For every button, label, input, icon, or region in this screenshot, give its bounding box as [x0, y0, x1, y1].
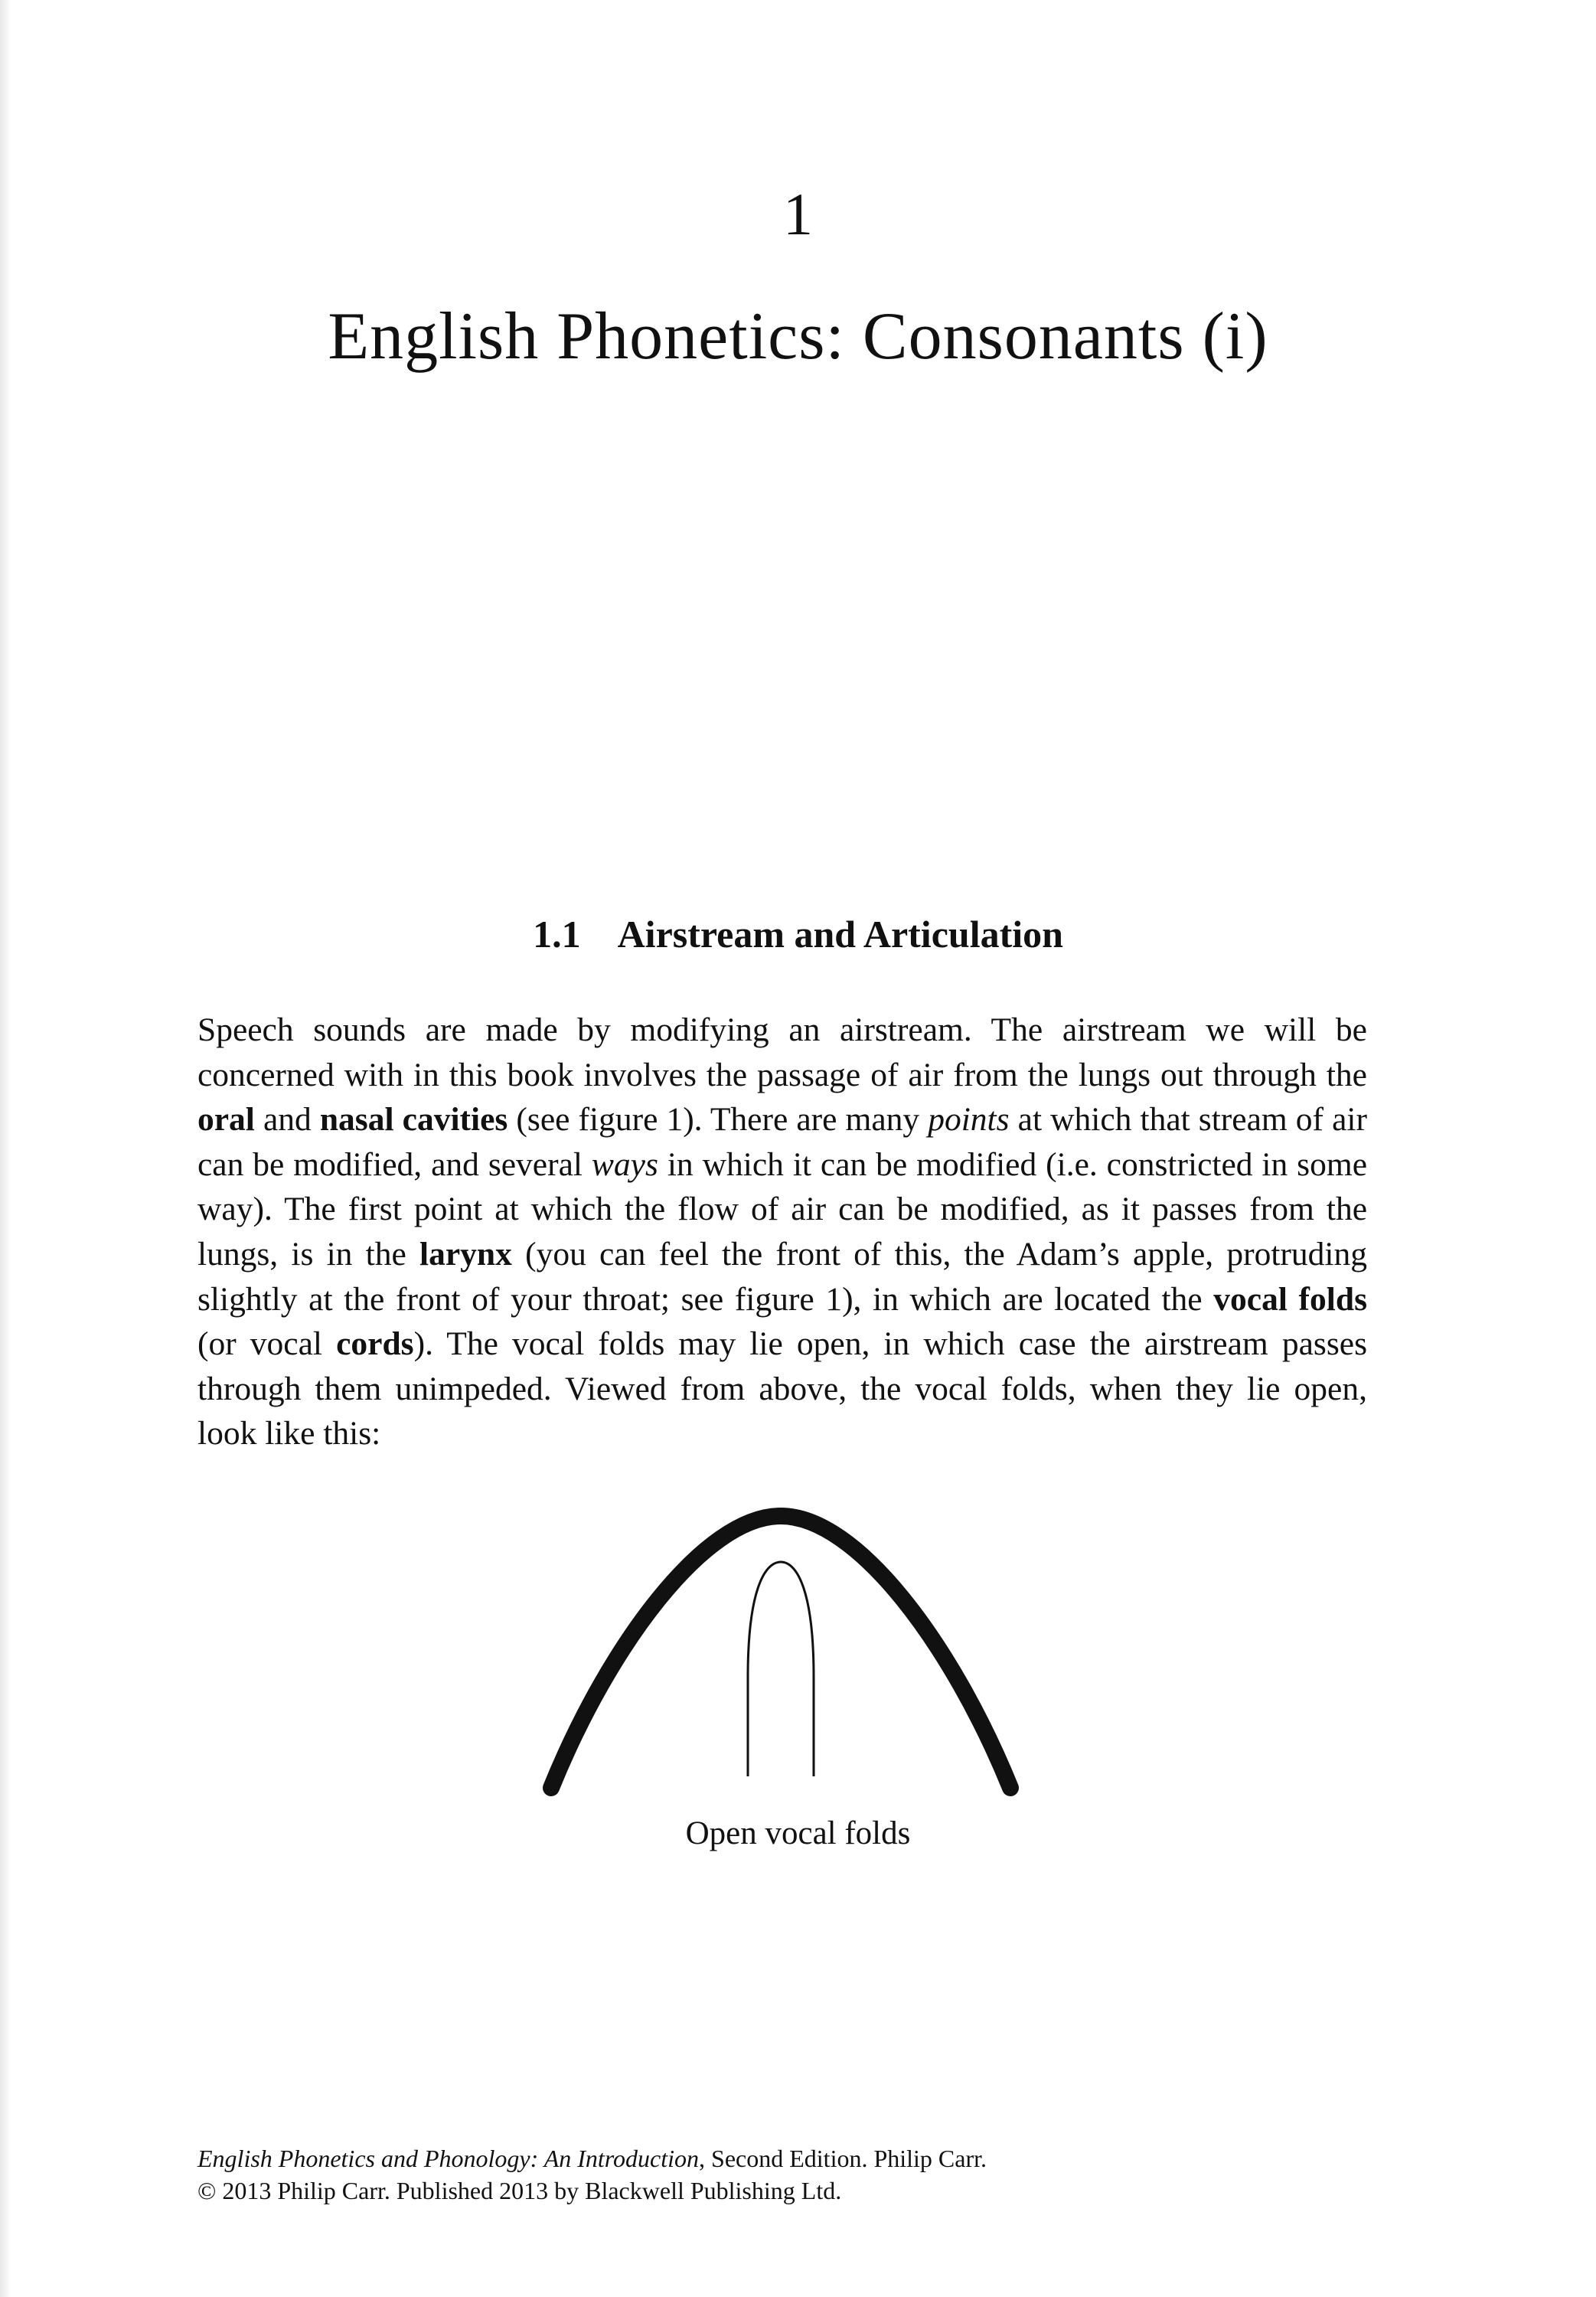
term-larynx: larynx [419, 1235, 512, 1273]
footer-line-2: © 2013 Philip Carr. Published 2013 by Blackwell Publishing Ltd. [197, 2177, 842, 2204]
copyright-footer [197, 2142, 1367, 2207]
text-run: ). The vocal folds may lie open, in which case the airstream passes through them unimpeded. Viewed from above, the vocal folds, when they lie open, look like this: [197, 1325, 1367, 1452]
emphasis-ways: ways [591, 1145, 658, 1183]
section-number: 1.1 [533, 913, 581, 956]
text-run: Speech sounds are made by modifying an airstream. The airstream we will be concerned with in this book involves the passage of air from the lungs out through the [197, 1011, 1367, 1093]
body-paragraph [197, 1008, 1367, 1456]
text-run: (see figure 1). There are many [508, 1101, 929, 1139]
text-run: (or vocal [197, 1325, 337, 1363]
chapter-number: 1 [783, 181, 813, 247]
term-nasal-cavities: nasal cavities [319, 1101, 508, 1139]
open-vocal-folds-diagram [536, 1485, 1026, 1807]
text-run: (you can feel the front of this, the Adam’s apple, protruding slightly at the front of your throat; see figure 1), in which are located the [197, 1235, 1367, 1318]
text-run: in which it can be modified (i.e. constricted in some way). The first point at which the flow of air can be modified, as it passes from the lungs, is in the [197, 1145, 1368, 1273]
section-heading [0, 911, 1596, 957]
term-oral: oral [197, 1101, 255, 1139]
text-run: at which that stream of air can be modified, and several [197, 1101, 1367, 1183]
footer-book-title: English Phonetics and Phonology: An Introduction [197, 2145, 700, 2172]
section-title: Airstream and Articulation [617, 913, 1063, 956]
term-vocal-folds: vocal folds [1213, 1280, 1367, 1318]
term-cords: cords [336, 1325, 414, 1363]
chapter-title: English Phonetics: Consonants (i) [328, 299, 1268, 374]
vocal-folds-outer-arch [551, 1516, 1010, 1788]
glottis-opening-outline [748, 1562, 814, 1776]
footer-line-1 [197, 2142, 1367, 2174]
footer-edition: , Second Edition. Philip Carr. [699, 2145, 987, 2172]
text-run: and [254, 1101, 320, 1139]
emphasis-points: points [928, 1101, 1010, 1139]
figure-caption: Open vocal folds [685, 1815, 911, 1851]
